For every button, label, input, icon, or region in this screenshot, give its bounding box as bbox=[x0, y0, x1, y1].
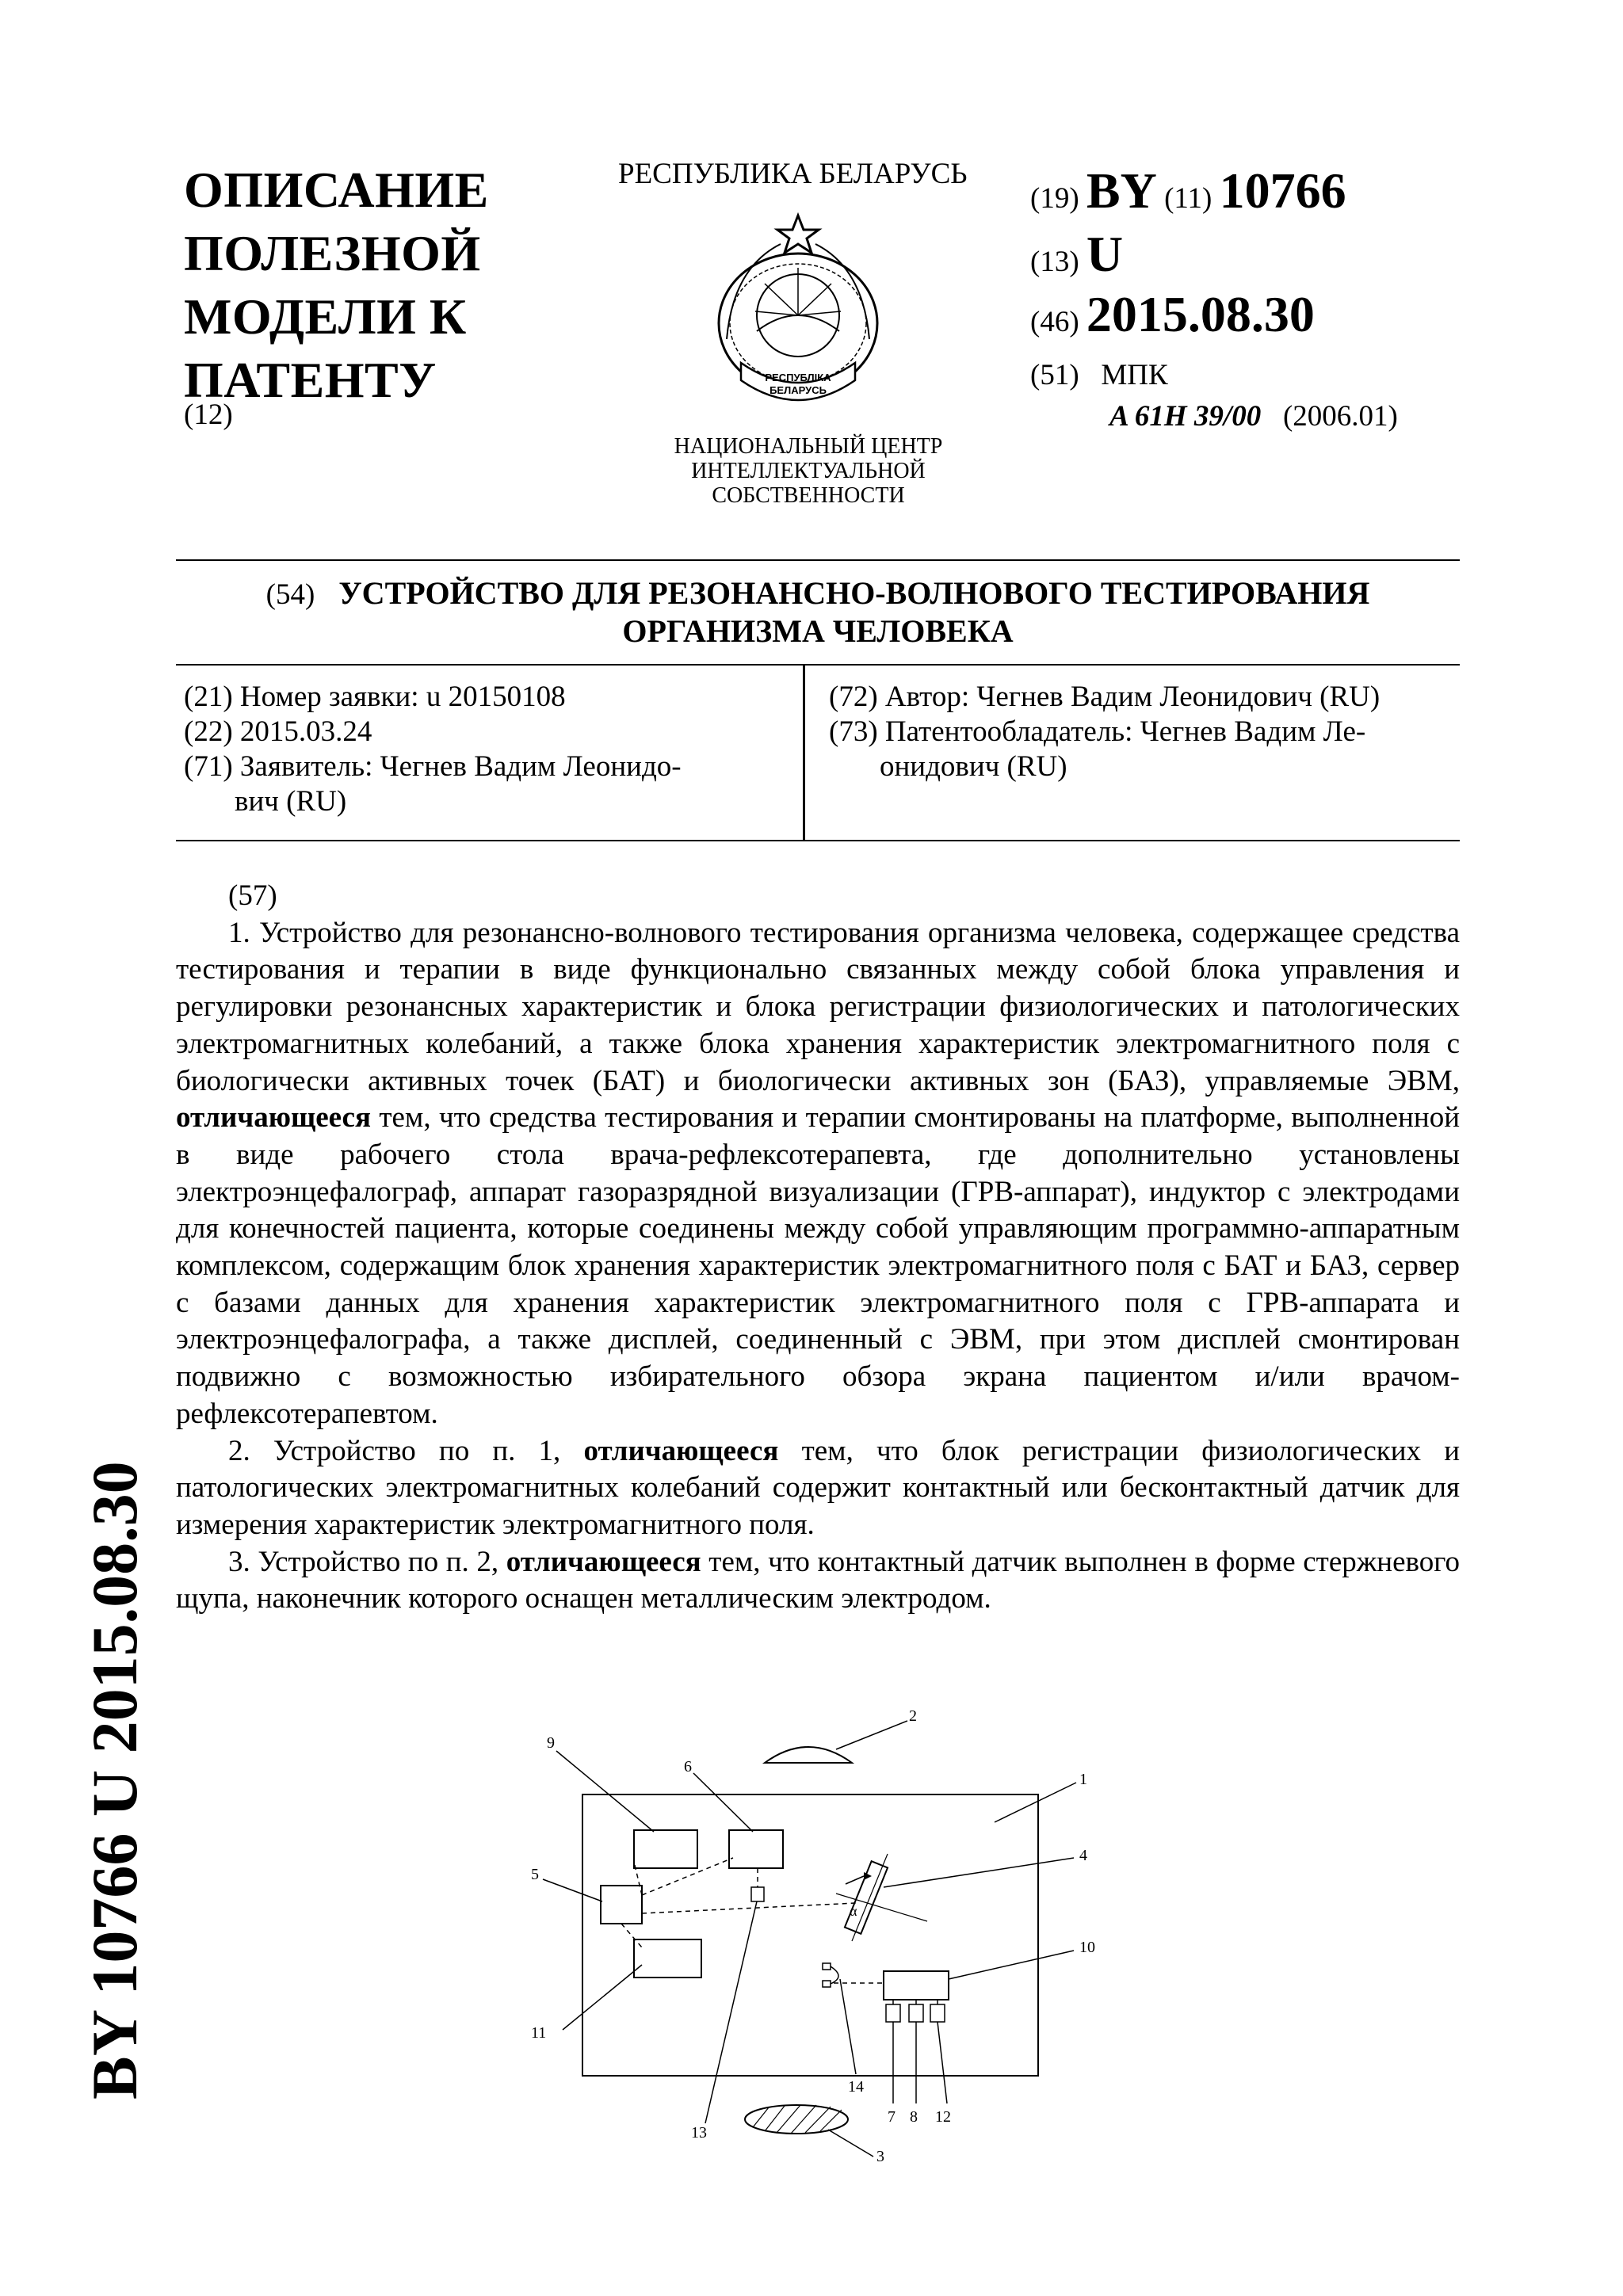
field-21: (21) Номер заявки: u 20150108 bbox=[184, 681, 566, 713]
claim-3: 3. Устройство по п. 2, отличающееся тем, что контактный датчик выполнен в форме стержневого щупа, наконечник которого оснащен металлическим электродом. bbox=[176, 1545, 1460, 1615]
code-12: (12) bbox=[184, 399, 233, 431]
biblio-row-13 bbox=[1030, 225, 1123, 284]
biblio-row-19 bbox=[1030, 162, 1346, 220]
title-line: ОПИСАНИЕ bbox=[184, 162, 489, 218]
label-5: 5 bbox=[531, 1866, 539, 1883]
block-11 bbox=[634, 1939, 701, 1978]
center-line: СОБСТВЕННОСТИ bbox=[712, 483, 905, 508]
field-22: (22) 2015.03.24 bbox=[184, 715, 372, 748]
label-1: 1 bbox=[1079, 1771, 1087, 1788]
block-10 bbox=[884, 1971, 949, 2000]
label-14: 14 bbox=[848, 2078, 864, 2096]
display-lens bbox=[765, 1747, 852, 1763]
label-12: 12 bbox=[935, 2108, 951, 2126]
inid-code: (13) bbox=[1030, 246, 1079, 278]
title-line: ПОЛЕЗНОЙ bbox=[184, 225, 481, 281]
claim-2: 2. Устройство по п. 1, отличающееся тем, что блок регистрации физиологических и патологических электромагнитных колебаний содержит контактный или бесконтактный датчик для измерения характеристик электромагнитного поля. bbox=[176, 1434, 1460, 1541]
label-11: 11 bbox=[531, 2024, 547, 2042]
label-13: 13 bbox=[691, 2124, 707, 2142]
title-line: УСТРОЙСТВО ДЛЯ РЕЗОНАНСНО-ВОЛНОВОГО ТЕСТИРОВАНИЯ bbox=[338, 575, 1370, 611]
ipc-version: (2006.01) bbox=[1282, 400, 1398, 433]
block-8 bbox=[909, 2004, 923, 2022]
distinguishing-term: отличающееся bbox=[506, 1545, 701, 1578]
country-code: BY bbox=[1086, 162, 1157, 219]
field-71-cont: вич (RU) bbox=[235, 785, 347, 818]
block-9 bbox=[634, 1830, 697, 1868]
label-4: 4 bbox=[1079, 1847, 1087, 1864]
label-2: 2 bbox=[909, 1707, 917, 1725]
field-72: (72) Автор: Чегнев Вадим Леонидович (RU) bbox=[829, 681, 1381, 713]
inid-code: (46) bbox=[1030, 306, 1079, 338]
center-line: НАЦИОНАЛЬНЫЙ ЦЕНТР bbox=[674, 434, 943, 459]
patient-platform-3 bbox=[745, 2105, 848, 2134]
label-8: 8 bbox=[910, 2108, 918, 2126]
distinguishing-term: отличающееся bbox=[176, 1101, 371, 1135]
mpk-label: МПК bbox=[1101, 359, 1168, 391]
divider bbox=[176, 840, 1460, 841]
claim-1: 1. Устройство для резонансно-волнового тестирования организма человека, содержащее средства тестирования и терапии в виде функционально связанных между собой блока управления и регулировки резонансных характеристик и блока регистрации физиологических и патологических электромагнитных колебаний, а также блока хранения характеристик электромагнитного поля с биологически активных точек (БАТ) и биологически активных зон (БАЗ), управляемые ЭВМ, отличающееся тем, что средства тестирования и терапии смонтированы на платформе, выполненной в виде рабочего стола врача-рефлексотерапевта, где дополнительно установлены электроэнцефалограф, аппарат газоразрядной визуализации (ГРВ-аппарат), индуктор с электродами для конечностей пациента, которые соединены между собой управляющим программно-аппаратным комплексом, содержащим блок хранения характеристик электромагнитного поля с БАТ и БАЗ, сервер с базами данных для хранения характеристик электромагнитного поля с ГРВ-аппарата и электроэнцефалографа, а также дисплей, соединенный с ЭВМ, при этом дисплей смонтирован подвижно с возможностью избирательного обзора экрана пациентом и/или врачом-рефлексотерапевтом. bbox=[176, 916, 1461, 1430]
inid-code: (11) bbox=[1164, 182, 1212, 215]
label-3: 3 bbox=[876, 2148, 884, 2163]
biblio-row-51 bbox=[1030, 358, 1168, 392]
biblio-row-46 bbox=[1030, 285, 1315, 344]
inid-code: (19) bbox=[1030, 182, 1079, 215]
claims-section bbox=[176, 878, 1460, 1618]
kind-code: U bbox=[1086, 226, 1124, 282]
label-10: 10 bbox=[1079, 1939, 1095, 1956]
emblem-text-line: БЕЛАРУСЬ bbox=[769, 384, 827, 396]
author-fields bbox=[829, 680, 1463, 784]
column-divider bbox=[803, 664, 805, 841]
label-9: 9 bbox=[547, 1734, 555, 1752]
field-71: (71) Заявитель: Чегнев Вадим Леонидо- bbox=[184, 750, 682, 783]
divider bbox=[176, 559, 1460, 561]
publication-date: 2015.08.30 bbox=[1086, 286, 1315, 342]
divider bbox=[176, 664, 1460, 666]
field-73: (73) Патентообладатель: Чегнев Вадим Ле- bbox=[829, 715, 1366, 748]
block-12 bbox=[930, 2004, 945, 2022]
block-5 bbox=[601, 1886, 642, 1924]
inductor-4 bbox=[836, 1854, 927, 1941]
document-title bbox=[184, 158, 548, 412]
inid-code: (51) bbox=[1030, 359, 1079, 391]
title-line: ПАТЕНТУ bbox=[184, 352, 437, 408]
republic-name: РЕСПУБЛИКА БЕЛАРУСЬ bbox=[618, 158, 968, 190]
invention-title bbox=[176, 575, 1460, 650]
inid-code: (57) bbox=[228, 879, 277, 912]
side-document-code: BY 10766 U 2015.08.30 bbox=[78, 1461, 151, 2100]
title-line: МОДЕЛИ К bbox=[184, 288, 467, 345]
block-13 bbox=[751, 1887, 764, 1901]
national-center-name bbox=[650, 434, 967, 508]
inid-code: (54) bbox=[265, 578, 315, 611]
label-6: 6 bbox=[684, 1758, 692, 1775]
block-6 bbox=[729, 1830, 783, 1868]
applicant-fields bbox=[184, 680, 786, 819]
ipc-class: A 61H 39/00 bbox=[1109, 400, 1262, 433]
patent-number: 10766 bbox=[1219, 162, 1346, 219]
device-diagram bbox=[515, 1703, 1117, 2163]
work-table bbox=[582, 1794, 1038, 2076]
emblem-text-line: РЕСПУБЛІКА bbox=[765, 372, 831, 383]
state-emblem-icon bbox=[709, 212, 888, 418]
title-line: ОРГАНИЗМА ЧЕЛОВЕКА bbox=[622, 613, 1014, 649]
ipc-row bbox=[1109, 399, 1398, 433]
label-alpha: α bbox=[850, 1903, 857, 1919]
block-7 bbox=[886, 2004, 900, 2022]
field-73-cont: онидович (RU) bbox=[880, 750, 1067, 783]
center-line: ИНТЕЛЛЕКТУАЛЬНОЙ bbox=[691, 459, 926, 483]
label-7: 7 bbox=[888, 2108, 896, 2126]
distinguishing-term: отличающееся bbox=[583, 1434, 779, 1467]
